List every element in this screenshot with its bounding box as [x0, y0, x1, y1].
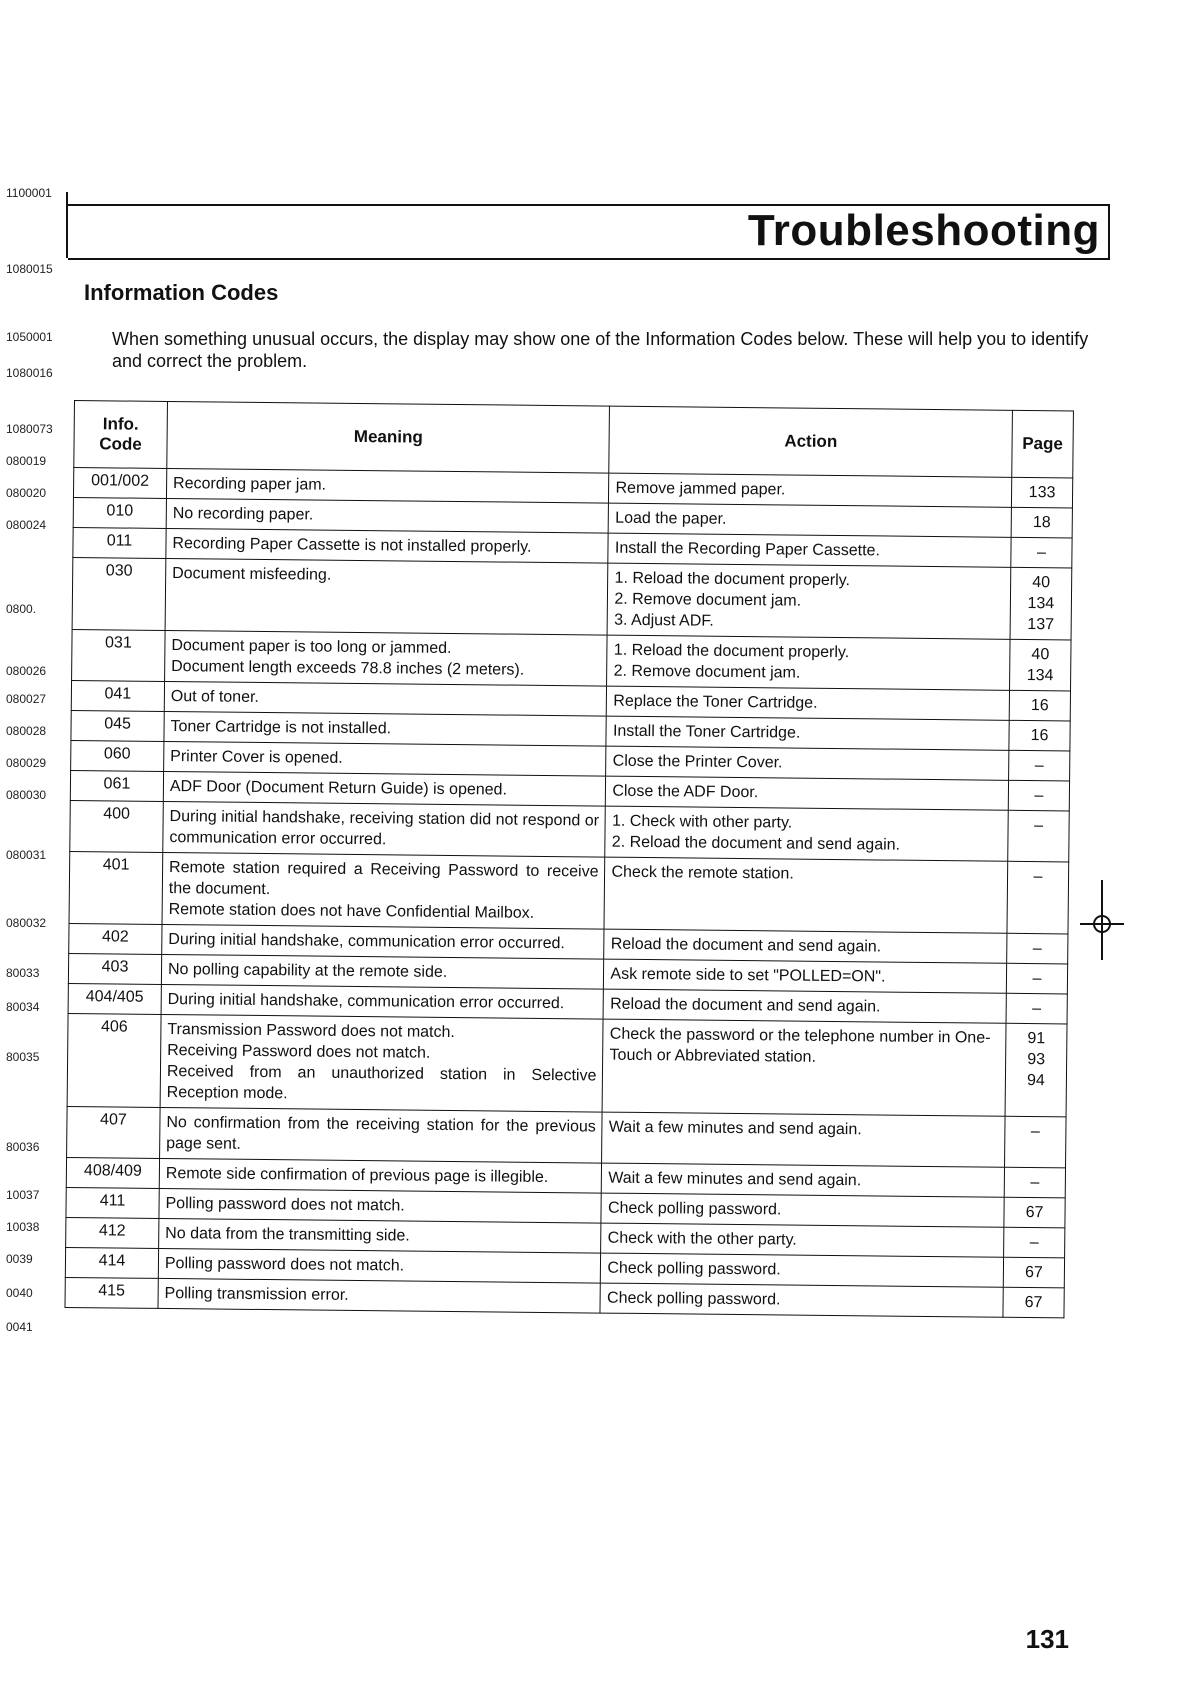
meaning-line: No recording paper.: [172, 505, 314, 524]
page-line: –: [1029, 1234, 1039, 1252]
margin-code: 080028: [6, 724, 47, 738]
action-line: 1. Check with other party.: [611, 812, 793, 832]
page-line: –: [1034, 817, 1044, 835]
meaning-cell: [165, 630, 608, 686]
page-cell: [1009, 639, 1071, 691]
column-header-page: Page: [1012, 410, 1074, 478]
action-cell: [606, 776, 1009, 810]
page-line: –: [1034, 757, 1044, 775]
action-line: Install the Recording Paper Cassette.: [614, 539, 881, 560]
action-line: Check the remote station.: [611, 863, 794, 883]
page-cell: [1008, 780, 1069, 811]
info-code-cell: 412: [66, 1217, 159, 1248]
margin-code: 0041: [6, 1320, 33, 1334]
page-cell: [1007, 861, 1069, 934]
page-cell: [1005, 1023, 1067, 1117]
action-cell: [602, 1112, 1005, 1167]
table-row: [67, 1013, 1067, 1116]
page-cell: [1008, 810, 1070, 862]
meaning-cell: [163, 801, 606, 857]
column-header-meaning: Meaning: [167, 401, 610, 473]
meaning-cell: [163, 771, 606, 806]
info-code-cell: 011: [73, 527, 166, 558]
page-cell: [1009, 750, 1070, 781]
table-header-row: [74, 401, 1074, 478]
column-header-action: Action: [609, 406, 1012, 477]
margin-code: 80035: [6, 1050, 40, 1064]
meaning-line: During initial handshake, receiving station did not respond or communication error occurred.: [169, 808, 600, 849]
meaning-line: During initial handshake, communication error occurred.: [168, 931, 566, 953]
information-codes-table: [64, 400, 1073, 1318]
margin-code: 080030: [6, 788, 47, 802]
meaning-line: Out of toner.: [170, 688, 259, 706]
page-line: 67: [1024, 1264, 1043, 1282]
action-cell: [601, 1193, 1004, 1227]
page-cell: [1007, 933, 1068, 964]
page-cell: [1006, 993, 1067, 1024]
action-line: Remove jammed paper.: [615, 479, 786, 499]
action-line: Load the paper.: [615, 509, 727, 528]
action-cell: [604, 959, 1007, 993]
action-line: Wait a few minutes and send again.: [608, 1118, 862, 1139]
page-line: –: [1033, 868, 1043, 886]
info-code-cell: 001/002: [73, 468, 166, 499]
action-cell: [604, 857, 1007, 933]
page-line: –: [1032, 970, 1042, 988]
page-line: 16: [1030, 727, 1049, 745]
action-line: Close the Printer Cover.: [612, 752, 783, 772]
info-code-cell: 400: [70, 800, 163, 852]
page-number: 131: [1025, 1624, 1069, 1654]
action-cell: [607, 686, 1010, 720]
meaning-line: No confirmation from the receiving station for the previous page sent.: [166, 1114, 596, 1153]
action-line: 2. Remove document jam.: [614, 590, 802, 610]
action-line: Check the password or the telephone number in One-Touch or Abbreviated station.: [609, 1025, 991, 1066]
info-code-cell: 031: [72, 629, 165, 681]
meaning-cell: [159, 1218, 602, 1253]
margin-code: 080019: [6, 454, 47, 468]
action-cell: [608, 563, 1011, 639]
meaning-line: Recording Paper Cassette is not installed properly.: [172, 535, 532, 556]
page-line: –: [1032, 940, 1042, 958]
meaning-line: Received from an unauthorized station in Selective Reception mode.: [166, 1063, 597, 1103]
action-cell: [603, 1019, 1006, 1116]
action-line: Check polling password.: [606, 1289, 781, 1309]
margin-code: 1080015: [6, 262, 53, 276]
meaning-line: No data from the transmitting side.: [165, 1225, 410, 1245]
action-cell: [606, 746, 1009, 780]
page-title: Troubleshooting: [747, 206, 1100, 255]
page-line: 40: [1031, 646, 1050, 664]
info-code-cell: 414: [65, 1247, 158, 1278]
page-cell: [1004, 1167, 1065, 1198]
action-cell: [609, 503, 1012, 537]
info-code-cell: 045: [71, 710, 164, 741]
meaning-line: Document misfeeding.: [172, 565, 332, 584]
margin-code: 080031: [6, 848, 47, 862]
action-line: 2. Reload the document and send again.: [611, 833, 901, 854]
page-line: 18: [1032, 514, 1051, 532]
margin-code: 80036: [6, 1140, 40, 1154]
action-cell: [606, 716, 1009, 750]
action-line: Check polling password.: [607, 1199, 782, 1219]
meaning-cell: [166, 468, 609, 503]
page-line: 91: [1027, 1030, 1046, 1048]
meaning-cell: [159, 1188, 602, 1223]
action-line: Reload the document and send again.: [610, 995, 881, 1016]
page-cell: [1009, 720, 1070, 751]
action-cell: [604, 929, 1007, 963]
meaning-line: ADF Door (Document Return Guide) is opened.: [169, 778, 508, 799]
margin-code: 0800.: [6, 602, 37, 616]
page-line: 40: [1032, 574, 1051, 592]
margin-code: 0040: [6, 1286, 33, 1300]
action-line: 2. Remove document jam.: [613, 662, 801, 682]
margin-code: 80034: [6, 1000, 40, 1014]
page-cell: [1004, 1227, 1065, 1258]
meaning-line: Toner Cartridge is not installed.: [170, 718, 392, 738]
meaning-line: Polling transmission error.: [164, 1284, 349, 1304]
meaning-cell: [162, 852, 605, 929]
page-cell: [1005, 1116, 1067, 1168]
page-cell: [1010, 567, 1072, 640]
meaning-cell: [162, 924, 605, 959]
action-line: 1. Reload the document properly.: [614, 569, 851, 590]
margin-code: 080029: [6, 756, 47, 770]
page-line: –: [1034, 787, 1044, 805]
meaning-cell: [164, 681, 607, 716]
action-cell: [602, 1163, 1005, 1197]
meaning-cell: [158, 1248, 601, 1283]
meaning-line: Polling password does not match.: [165, 1195, 405, 1215]
action-cell: [600, 1283, 1003, 1317]
margin-code: 1080073: [6, 422, 53, 436]
action-cell: [601, 1253, 1004, 1287]
margin-code: 0039: [6, 1252, 33, 1266]
page-line: 133: [1028, 484, 1056, 502]
meaning-line: Polling password does not match.: [164, 1254, 405, 1275]
margin-code: 080026: [6, 664, 47, 678]
meaning-cell: [158, 1278, 601, 1313]
page-line: 16: [1030, 697, 1049, 715]
info-code-cell: 406: [67, 1013, 161, 1107]
info-code-cell: 408/409: [66, 1157, 159, 1188]
meaning-line: Remote station does not have Confidential Mailbox.: [168, 901, 535, 922]
page-cell: [1011, 477, 1072, 508]
section-title: Information Codes: [84, 280, 279, 305]
meaning-line: Printer Cover is opened.: [170, 748, 343, 767]
intro-paragraph: When something unusual occurs, the display may show one of the Information Codes below. These will help you to identify and correct the problem.: [112, 329, 1089, 371]
info-code-cell: 061: [70, 770, 163, 801]
action-line: 3. Adjust ADF.: [614, 611, 714, 630]
page-cell: [1003, 1257, 1064, 1288]
margin-code: 1080016: [6, 366, 53, 380]
page-line: 67: [1024, 1294, 1043, 1312]
info-code-cell: 041: [71, 680, 164, 711]
meaning-cell: [161, 984, 604, 1019]
page-line: 134: [1026, 666, 1054, 685]
info-code-cell: 407: [67, 1106, 160, 1158]
page-cell: [1011, 507, 1072, 538]
meaning-line: Recording paper jam.: [172, 475, 327, 494]
action-cell: [609, 473, 1012, 507]
action-line: Reload the document and send again.: [610, 935, 882, 956]
margin-code: 080020: [6, 486, 47, 500]
info-code-cell: 404/405: [68, 983, 161, 1014]
meaning-cell: [166, 528, 609, 563]
action-line: Replace the Toner Cartridge.: [613, 692, 818, 712]
action-line: Wait a few minutes and send again.: [608, 1169, 862, 1190]
info-code-cell: 030: [72, 557, 166, 630]
page-line: –: [1036, 544, 1046, 562]
margin-code: 080024: [6, 518, 47, 532]
info-code-cell: 010: [73, 497, 166, 528]
action-line: Check polling password.: [607, 1259, 781, 1279]
margin-code: 1100001: [6, 186, 52, 200]
page-line: –: [1030, 1123, 1040, 1141]
action-cell: [605, 806, 1008, 861]
margin-code: 10038: [6, 1220, 40, 1234]
margin-code: 80033: [6, 966, 40, 980]
action-line: Install the Toner Cartridge.: [612, 722, 801, 742]
column-header-code: Info. Code: [74, 401, 168, 469]
meaning-cell: [165, 558, 608, 635]
action-cell: [607, 635, 1010, 690]
page-line: 67: [1025, 1204, 1044, 1222]
page-cell: [1004, 1197, 1065, 1228]
page-line: 93: [1027, 1051, 1046, 1069]
page-line: 137: [1027, 615, 1055, 634]
meaning-line: Remote station required a Receiving Password to receive the document.: [168, 859, 599, 899]
info-code-cell: 403: [68, 953, 161, 984]
meaning-line: Receiving Password does not match.: [167, 1042, 431, 1062]
margin-code: 080027: [6, 692, 47, 706]
page-line: –: [1032, 1000, 1042, 1018]
table-row: [69, 851, 1069, 933]
table-body: [65, 468, 1073, 1318]
meaning-line: During initial handshake, communication error occurred.: [167, 991, 565, 1013]
page-line: 94: [1026, 1072, 1045, 1090]
table-row: [72, 557, 1072, 639]
meaning-line: Transmission Password does not match.: [167, 1021, 455, 1042]
meaning-cell: [160, 1014, 603, 1112]
meaning-line: Remote side confirmation of previous page is illegible.: [165, 1165, 549, 1187]
info-code-cell: 402: [69, 923, 162, 954]
info-code-cell: 411: [66, 1187, 159, 1218]
meaning-cell: [164, 711, 607, 746]
registration-mark: [1080, 880, 1124, 960]
info-code-cell: 415: [65, 1277, 158, 1308]
meaning-cell: [164, 741, 607, 776]
margin-code: 1050001: [6, 330, 53, 344]
action-cell: [608, 533, 1011, 567]
meaning-cell: [160, 1107, 603, 1163]
margin-code: 10037: [6, 1188, 40, 1202]
meaning-cell: [166, 498, 609, 533]
page-cell: [1011, 537, 1072, 568]
info-code-cell: 060: [71, 740, 164, 771]
action-cell: [601, 1223, 1004, 1257]
page-header: [68, 204, 1110, 260]
info-code-cell: 401: [69, 851, 163, 924]
action-line: Ask remote side to set "POLLED=ON".: [610, 965, 886, 986]
meaning-line: No polling capability at the remote side.: [167, 961, 448, 981]
meaning-line: Document paper is too long or jammed.: [171, 637, 452, 657]
page-cell: [1003, 1287, 1064, 1318]
action-line: Check with the other party.: [607, 1229, 797, 1249]
action-line: 1. Reload the document properly.: [613, 641, 850, 662]
meaning-line: Document length exceeds 78.8 inches (2 meters).: [171, 658, 525, 679]
page-line: 134: [1027, 594, 1055, 613]
action-cell: [603, 989, 1006, 1023]
margin-code: 080032: [6, 916, 47, 930]
action-line: Close the ADF Door.: [612, 782, 759, 802]
meaning-cell: [159, 1158, 602, 1193]
page-cell: [1009, 690, 1070, 721]
page-line: –: [1030, 1174, 1040, 1192]
meaning-cell: [161, 954, 604, 989]
page-cell: [1006, 963, 1067, 994]
